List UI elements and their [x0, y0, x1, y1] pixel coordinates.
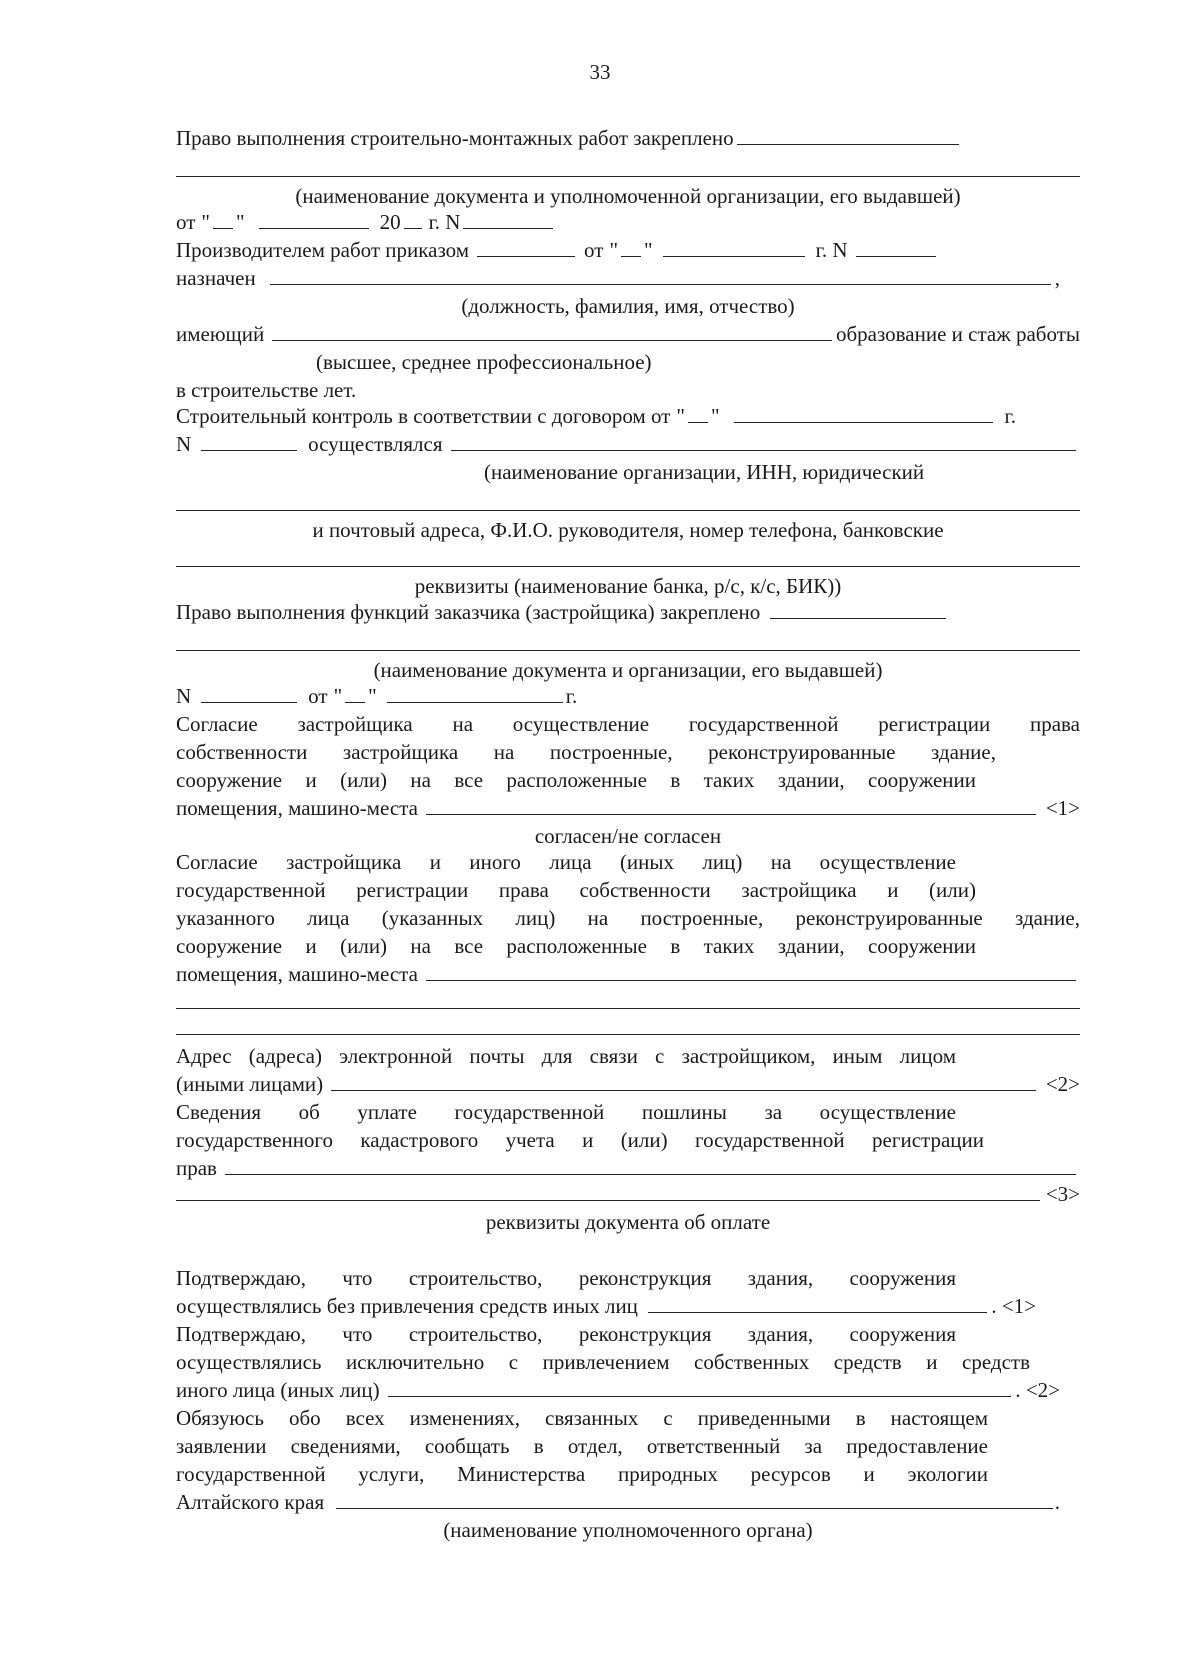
quote-close-2: " [644, 238, 653, 262]
oblige-line4 [176, 1488, 1060, 1516]
date-number-line [176, 208, 1080, 236]
email-line2 [176, 1070, 1080, 1098]
consent2-line4: сооружение и (или) на все расположенные в таких здании, сооружении [176, 934, 976, 958]
fee-field-2[interactable] [176, 1181, 1040, 1201]
quote-close: " [235, 210, 245, 234]
oblige-line2: заявлении сведениями, сообщать в отдел, ответственный за предоставление [176, 1434, 988, 1458]
appointed-line [176, 264, 1060, 292]
oblige-line1: Обязуюсь обо всех изменениях, связанных с приведенными в настоящем [176, 1406, 988, 1430]
quote-open-2: " [609, 238, 619, 262]
customer-number-field[interactable] [201, 683, 297, 703]
number-label: N [176, 432, 192, 456]
org-field-line-1[interactable] [176, 510, 1080, 511]
education-tail: образование и стаж работы [835, 322, 1080, 346]
confirm2-line2: осуществлялись исключительно с привлечением собственных средств и средств [176, 1350, 1030, 1374]
month-field-2[interactable] [663, 237, 805, 257]
year-number-label: г. N [428, 210, 461, 234]
producer-label: Производителем работ приказом [176, 238, 470, 262]
year-number-label-2: г. N [815, 238, 848, 262]
year-label-3: г. [1004, 404, 1016, 428]
footnote-1: <1> [1045, 796, 1080, 820]
consent2-field-line-3[interactable] [176, 1034, 1080, 1035]
fee-line1: Сведения об уплате государственной пошлины за осуществление [176, 1100, 956, 1124]
day-field-3[interactable] [688, 403, 708, 423]
construction-right-label: Право выполнения строительно-монтажных работ закреплено [176, 126, 734, 150]
fee-line4 [176, 1180, 1080, 1208]
doc-org-field-line[interactable] [176, 176, 1080, 177]
fee-line2: государственного кадастрового учета и (или) государственной регистрации [176, 1128, 984, 1152]
contract-line [176, 402, 1016, 430]
consent2-line3: указанного лица (указанных лиц) на построенные, реконструированные здание, [176, 906, 1080, 930]
number-field[interactable] [463, 209, 553, 229]
customer-field[interactable] [770, 599, 946, 619]
contract-number-field[interactable] [201, 431, 297, 451]
number-field-2[interactable] [856, 237, 936, 257]
construction-years: в строительстве лет. [176, 378, 357, 402]
having-label: имеющий [176, 322, 265, 346]
consent2-field[interactable] [426, 961, 1076, 981]
footnote-1b: . <1> [991, 1294, 1036, 1318]
contract-label: Строительный контроль в соответствии с договором от [176, 404, 671, 428]
email-line1: Адрес (адреса) электронной почты для связи с застройщиком, иным лицом [176, 1044, 956, 1068]
quote-open: " [201, 210, 210, 234]
confirm2-field[interactable] [388, 1377, 1012, 1397]
footnote-3: <3> [1045, 1182, 1080, 1206]
year-prefix: 20 [379, 210, 401, 234]
customer-line [176, 598, 1080, 626]
education-line [176, 320, 1080, 348]
caption-org-2: и почтовый адреса, Ф.И.О. руководителя, номер телефона, банковские [312, 518, 944, 542]
confirm1-line1: Подтверждаю, что строительство, реконструкция здания, сооружения [176, 1266, 956, 1290]
consent1-line1: Согласие застройщика на осуществление государственной регистрации права [176, 712, 1080, 736]
month-field[interactable] [259, 209, 369, 229]
confirm2-label: иного лица (иных лиц) [176, 1378, 380, 1402]
month-field-4[interactable] [387, 683, 563, 703]
final-dot: . [1054, 1490, 1060, 1514]
consent1-line4 [176, 794, 1080, 822]
performed-field[interactable] [451, 431, 1077, 451]
producer-line [176, 236, 1080, 264]
customer-date-line [176, 682, 1080, 710]
email-field[interactable] [331, 1071, 1036, 1091]
quote-close-3: " [710, 404, 720, 428]
footnote-2b: . <2> [1015, 1378, 1060, 1402]
consent1-line3: сооружение и (или) на все расположенные в таких здании, сооружении [176, 768, 976, 792]
customer-doc-field-line[interactable] [176, 650, 1080, 651]
confirm1-field[interactable] [648, 1293, 987, 1313]
construction-right-line [176, 124, 1080, 152]
consent2-label: помещения, машино-места [176, 962, 418, 986]
consent2-line5 [176, 960, 1080, 988]
comma: , [1054, 266, 1060, 290]
quote-open-3: " [676, 404, 685, 428]
from-label-3: от [308, 684, 328, 708]
footnote-2: <2> [1045, 1072, 1080, 1096]
order-field[interactable] [477, 237, 575, 257]
consent2-field-line-2[interactable] [176, 1008, 1080, 1009]
caption-org-1: (наименование организации, ИНН, юридический [484, 460, 925, 484]
education-field[interactable] [272, 321, 832, 341]
year-field[interactable] [404, 209, 422, 229]
caption-doc-org: (наименование документа и уполномоченной организации, его выдавшей) [295, 184, 961, 208]
month-field-3[interactable] [734, 403, 993, 423]
from-label: от [176, 210, 196, 234]
appointed-label: назначен [176, 266, 256, 290]
caption-authority: (наименование уполномоченного органа) [443, 1518, 813, 1542]
email-label: (иными лицами) [176, 1072, 324, 1096]
oblige-line3: государственной услуги, Министерства природных ресурсов и экологии [176, 1462, 988, 1486]
confirm1-label: осуществлялись без привлечения средств иных лиц [176, 1294, 638, 1318]
caption-position: (должность, фамилия, имя, отчество) [461, 294, 795, 318]
page-number: 33 [589, 60, 611, 84]
consent1-field[interactable] [426, 795, 1036, 815]
consent2-line1: Согласие застройщика и иного лица (иных лиц) на осуществление [176, 850, 956, 874]
construction-right-field[interactable] [737, 125, 959, 145]
caption-payment: реквизиты документа об оплате [485, 1210, 771, 1234]
number-label-2: N [176, 684, 192, 708]
consent1-label: помещения, машино-места [176, 796, 418, 820]
customer-label: Право выполнения функций заказчика (застройщика) закреплено [176, 600, 761, 624]
quote-close-4: " [368, 684, 377, 708]
fee-label: прав [176, 1156, 217, 1180]
caption-education: (высшее, среднее профессиональное) [316, 350, 652, 374]
oblige-label: Алтайского края [176, 1490, 325, 1514]
caption-doc-org-2: (наименование документа и организации, его выдавшей) [373, 658, 883, 682]
confirm1-line2 [176, 1292, 1036, 1320]
performed-label: осуществлялся [308, 432, 443, 456]
day-field[interactable] [213, 209, 233, 229]
consent1-line2: собственности застройщика на построенные, реконструированные здание, [176, 740, 996, 764]
day-field-2[interactable] [621, 237, 641, 257]
day-field-4[interactable] [345, 683, 365, 703]
performed-line [176, 430, 1080, 458]
appointed-field[interactable] [270, 265, 1051, 285]
from-label-2: от [584, 238, 604, 262]
fee-field[interactable] [225, 1155, 1076, 1175]
confirm2-line1: Подтверждаю, что строительство, реконструкция здания, сооружения [176, 1322, 956, 1346]
fee-line3 [176, 1154, 1080, 1182]
confirm2-line3 [176, 1376, 1060, 1404]
year-label-4: г. [565, 684, 578, 708]
caption-agree: согласен/не согласен [534, 824, 722, 848]
quote-open-4: " [333, 684, 343, 708]
consent2-line2: государственной регистрации права собственности застройщика и (или) [176, 878, 976, 902]
caption-org-3: реквизиты (наименование банка, р/с, к/с, БИК)) [414, 574, 842, 598]
org-field-line-2[interactable] [176, 566, 1080, 567]
authority-field[interactable] [336, 1489, 1053, 1509]
